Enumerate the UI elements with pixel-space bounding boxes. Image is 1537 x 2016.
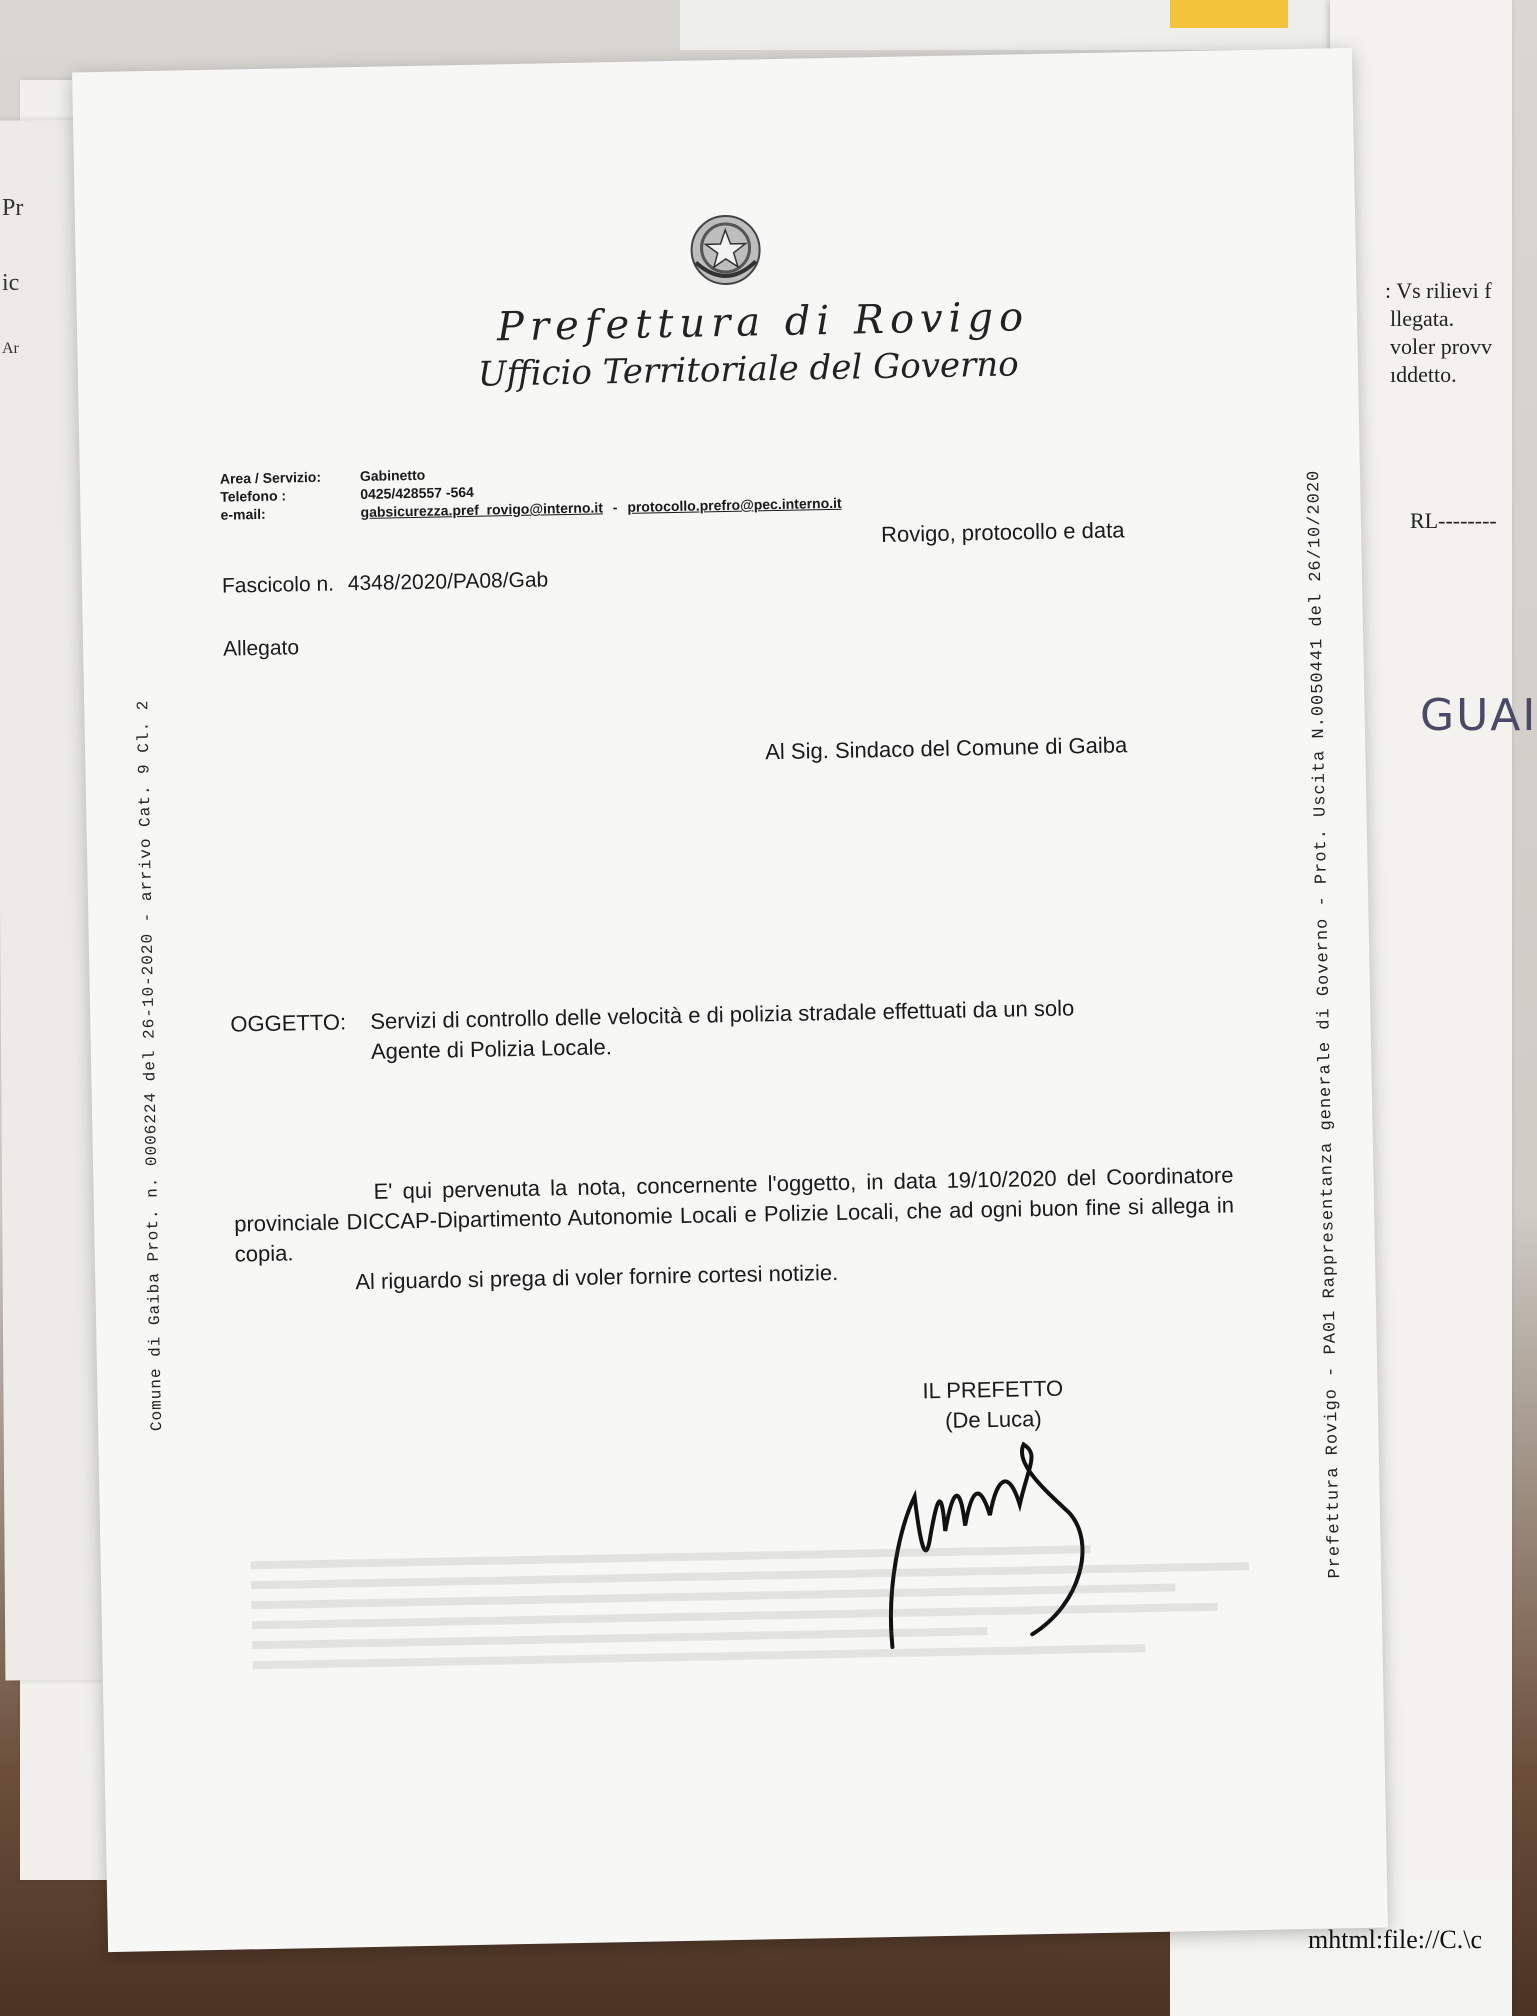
right-sheet-line: ıddetto. <box>1390 362 1457 387</box>
phone-value: 0425/428557 -564 <box>360 483 475 503</box>
file-reference-number: 4348/2020/PA08/Gab <box>347 568 549 596</box>
right-sheet-line: : Vs rilievi f <box>1385 278 1492 303</box>
pec-email-link[interactable]: protocollo.prefro@pec.interno.it <box>627 494 842 515</box>
right-sheet-line: llegata. <box>1390 306 1455 331</box>
area-value: Gabinetto <box>359 466 426 485</box>
left-edge-text: ic <box>2 270 20 296</box>
prefecture-letter <box>72 48 1388 1952</box>
subject-line: Agente di Polizia Locale. <box>370 1034 613 1064</box>
place-date-line: Rovigo, protocollo e data <box>880 517 1125 548</box>
handwritten-mark: GUAI <box>1420 690 1537 741</box>
email-label: e-mail: <box>220 505 266 523</box>
phone-label: Telefono : <box>220 487 287 505</box>
file-reference <box>222 568 549 598</box>
contact-block <box>220 458 842 524</box>
signature-block <box>922 1374 1064 1437</box>
yellow-sticky-note <box>1170 0 1288 28</box>
right-sheet-line: voler provv <box>1390 334 1493 359</box>
outgoing-protocol-stamp: Prefettura Rovigo - PA01 Rappresentanza generale di Governo - Prot. Uscita N.0050441 del 26/10/2020 <box>1304 469 1346 1579</box>
footer-path-text: mhtml:file://C.\c <box>1308 1925 1483 1954</box>
file-reference-label: Fascicolo n. <box>221 572 335 598</box>
recipient: Al Sig. Sindaco del Comune di Gaiba <box>765 732 1128 765</box>
body-paragraph: Al riguardo si prega di voler fornire cortesi notizie. <box>355 1259 839 1295</box>
letterhead-subtitle: Ufficio Territoriale del Governo <box>477 344 1020 395</box>
email-link[interactable]: gabsicurezza.pref_rovigo@interno.it <box>360 499 604 521</box>
subject-block <box>230 990 1231 1069</box>
body-paragraph: E' qui pervenuta la nota, concernente l'oggetto, in data 19/10/2020 del Coordinatore provinciale DICCAP-Dipartimento Autonomie Locali e Polizie Locali, che ad ogni buon fine si allega in copia. <box>233 1162 1235 1267</box>
letter-body <box>233 1160 1235 1299</box>
signatory-title: IL PREFETTO <box>922 1375 1064 1404</box>
subject-line: Servizi di controllo delle velocità e di polizia stradale effettuati da un solo <box>370 995 1075 1034</box>
attachment-label: Allegato <box>222 636 300 661</box>
email-separator: - <box>612 499 618 516</box>
area-label: Area / Servizio: <box>219 468 322 487</box>
left-edge-text: Ar <box>2 340 19 357</box>
signatory-name: (De Luca) <box>944 1406 1042 1433</box>
italian-republic-emblem-icon <box>685 209 767 291</box>
incoming-protocol-stamp: Comune di Gaiba Prot. n. 0006224 del 26-10-2020 - arrivo Cat. 9 Cl. 2 <box>134 699 167 1432</box>
subject-label: OGGETTO: <box>230 1009 347 1037</box>
bleed-through-text <box>250 1529 1304 1769</box>
letterhead-title: Prefettura di Rovigo <box>496 294 1030 351</box>
left-edge-text: Pr <box>2 195 24 221</box>
right-sheet-rl: RL-------- <box>1410 508 1497 533</box>
